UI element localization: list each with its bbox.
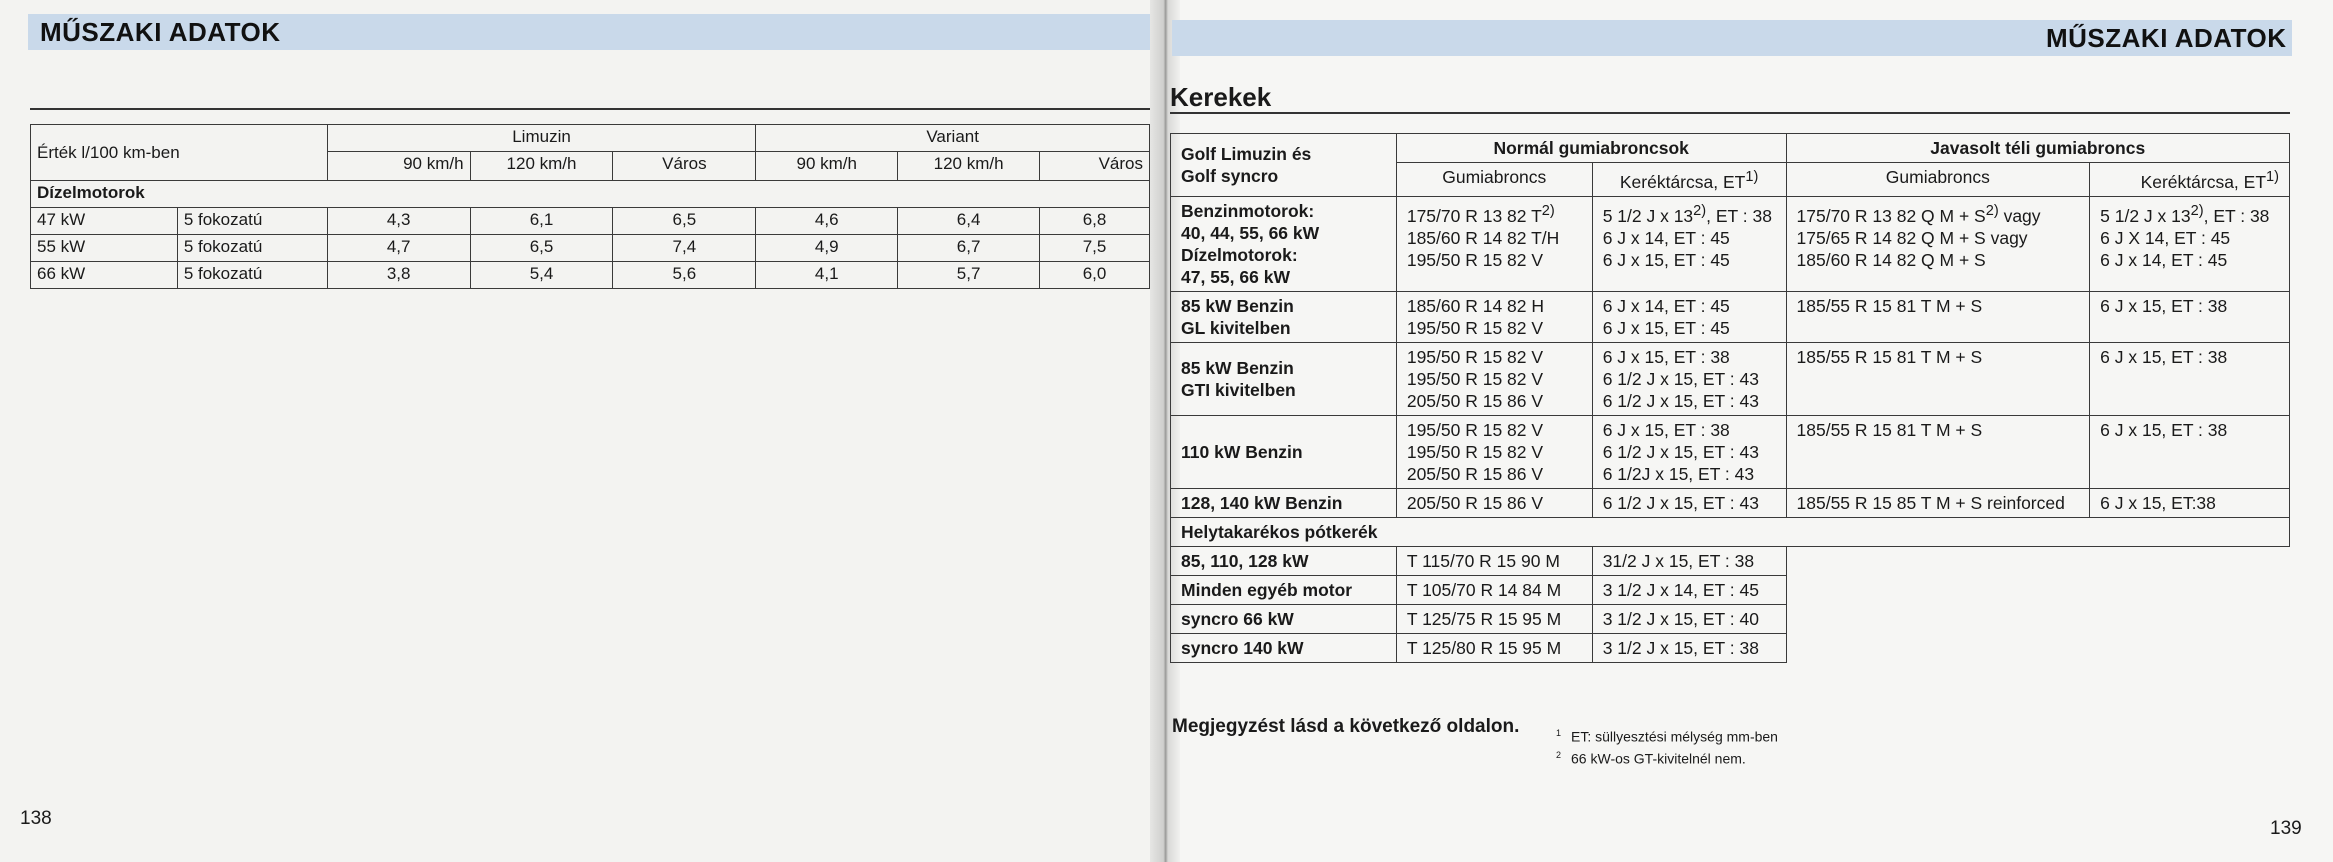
col-header: Város [1040, 152, 1150, 181]
footnote-mark: 2) [1541, 202, 1555, 219]
sub-header-tyre: Gumiabroncs [1786, 163, 2090, 197]
cell: 6,5 [470, 235, 613, 262]
empty-cell [1786, 575, 2289, 604]
winter-tyre-cell [1786, 196, 2090, 291]
cell: 5 fokozatú [177, 235, 327, 262]
table-row [31, 235, 1150, 262]
tyre-line: 195/50 R 15 82 V [1406, 368, 1544, 389]
label-line: GL kivitelben [1181, 317, 1291, 338]
col1-header-line: Golf syncro [1181, 165, 1279, 186]
footnote-mark: 2) [1693, 202, 1707, 219]
row-label [1171, 196, 1397, 291]
table-row [1171, 575, 2290, 604]
winter-tyre-cell: 185/55 R 15 81 T M + S [1786, 342, 2090, 415]
winter-tyre-cell: 185/55 R 15 81 T M + S [1786, 415, 2090, 488]
tyre-line: 185/60 R 14 82 Q M + S [1796, 249, 1986, 270]
col-header: 120 km/h [470, 152, 613, 181]
cell: 66 kW [31, 262, 178, 289]
tyre-line: 195/50 R 15 82 V [1406, 419, 1544, 440]
winter-tyre-cell: 185/55 R 15 81 T M + S [1786, 291, 2090, 342]
rim-cell: 6 1/2 J x 15, ET : 43 [1592, 488, 1786, 517]
row-label [1171, 342, 1397, 415]
tyre-line: 205/50 R 15 86 V [1406, 463, 1544, 484]
left-page [0, 0, 1160, 862]
footnote-text: 66 kW-os GT-kivitelnél nem. [1571, 750, 1746, 767]
normal-tyres-header: Normál gumiabroncsok [1396, 134, 1786, 163]
rim-line: 6 J X 14, ET : 45 [2100, 227, 2231, 248]
header-rule [30, 108, 1150, 110]
tyre-cell: T 115/70 R 15 90 M [1396, 546, 1592, 575]
table-row [31, 208, 1150, 235]
winter-tyres-header: Javasolt téli gumiabroncs [1786, 134, 2289, 163]
rim-label: Keréktárcsa, ET [2140, 171, 2267, 192]
tyre-cell [1396, 196, 1592, 291]
rim-cell [1592, 342, 1786, 415]
tyre-line: 195/50 R 15 82 V [1406, 346, 1544, 367]
label-line: Dízelmotorok: [1181, 244, 1298, 265]
footnote-number: 2 [1556, 750, 1562, 760]
row-label [1171, 291, 1397, 342]
header-rule [1170, 112, 2290, 114]
rim-line: 6 1/2 J x 15, ET : 43 [1602, 390, 1759, 411]
table-row [1171, 546, 2290, 575]
tyre-line: 185/60 R 14 82 H [1406, 295, 1545, 316]
tyre-line: 205/50 R 15 86 V [1406, 390, 1544, 411]
table-row [1171, 291, 2290, 342]
tyre-text: 175/70 R 13 82 T [1406, 205, 1542, 226]
rim-line: 6 1/2J x 15, ET : 43 [1602, 463, 1755, 484]
tyre-text: 175/70 R 13 82 Q M + S [1796, 205, 1986, 226]
row-label: syncro 140 kW [1171, 633, 1397, 662]
rim-line: 6 1/2 J x 15, ET : 43 [1602, 441, 1759, 462]
row-label: syncro 66 kW [1171, 604, 1397, 633]
tyre-cell: T 105/70 R 14 84 M [1396, 575, 1592, 604]
cell: 55 kW [31, 235, 178, 262]
rim-line [1603, 200, 1776, 227]
rim-cell [1592, 415, 1786, 488]
tyre-text: vagy [1998, 205, 2041, 226]
tyre-line: 195/50 R 15 82 V [1406, 317, 1544, 338]
rim-text: 5 1/2 J x 13 [2100, 205, 2191, 226]
tyre-line: 175/65 R 14 82 Q M + S vagy [1796, 227, 2028, 248]
tyre-cell: 205/50 R 15 86 V [1396, 488, 1592, 517]
page-header: MŰSZAKI ADATOK [40, 17, 281, 47]
winter-rim-cell: 6 J x 15, ET : 38 [2090, 291, 2290, 342]
footnote-mark: 2) [1985, 202, 1999, 219]
row-label: Minden egyéb motor [1171, 575, 1397, 604]
rim-cell: 3 1/2 J x 15, ET : 38 [1592, 633, 1786, 662]
cell: 4,6 [756, 208, 898, 235]
winter-tyre-cell: 185/55 R 15 85 T M + S reinforced [1786, 488, 2090, 517]
footnote [1556, 750, 1746, 767]
cell: 47 kW [31, 208, 178, 235]
cell: 6,1 [470, 208, 613, 235]
label-line: 85 kW Benzin [1181, 295, 1294, 316]
row-label: 128, 140 kW Benzin [1171, 488, 1397, 517]
cell: 6,4 [898, 208, 1040, 235]
rim-line: 6 J x 15, ET : 45 [1602, 317, 1730, 338]
winter-rim-cell: 6 J x 15, ET:38 [2090, 488, 2290, 517]
rim-text: , ET : 38 [1706, 205, 1772, 226]
cell: 4,3 [327, 208, 470, 235]
rim-text: 5 1/2 J x 13 [1602, 205, 1694, 226]
group-variant: Variant [756, 125, 1150, 152]
cell: 4,7 [327, 235, 470, 262]
section-diesel: Dízelmotorok [31, 181, 1150, 208]
group-limuzin: Limuzin [327, 125, 756, 152]
section-title: Kerekek [1170, 82, 1272, 112]
col-header: Város [613, 152, 756, 181]
cell: 4,9 [756, 235, 898, 262]
rim-line: 6 J x 15, ET : 38 [1602, 346, 1730, 367]
tyre-cell [1396, 291, 1592, 342]
row-label: 85, 110, 128 kW [1171, 546, 1397, 575]
cell: 4,1 [756, 262, 898, 289]
label-line: GTI kivitelben [1181, 379, 1296, 400]
rim-cell: 31/2 J x 15, ET : 38 [1592, 546, 1786, 575]
note-text: Megjegyzést lásd a következő oldalon. [1172, 716, 1520, 737]
footnote-mark: 2) [2190, 202, 2204, 219]
label-line: 40, 44, 55, 66 kW [1181, 222, 1320, 243]
winter-rim-cell: 6 J x 15, ET : 38 [2090, 342, 2290, 415]
empty-cell [1786, 604, 2289, 633]
rim-cell [1592, 196, 1786, 291]
footnote-text: ET: süllyesztési mélység mm-ben [1571, 728, 1778, 745]
cell: 7,4 [613, 235, 756, 262]
rim-label: Keréktárcsa, ET [1619, 171, 1746, 192]
cell: 5 fokozatú [177, 262, 327, 289]
cell: 6,0 [1040, 262, 1150, 289]
sub-header-rim [1592, 163, 1786, 197]
table-header-label: Érték l/100 km-ben [31, 125, 328, 181]
tyre-line: 195/50 R 15 82 V [1406, 441, 1544, 462]
tyre-line [1797, 200, 2080, 227]
cell: 6,8 [1040, 208, 1150, 235]
winter-rim-cell [2090, 196, 2290, 291]
sub-header-rim [2090, 163, 2290, 197]
tyre-cell: T 125/75 R 15 95 M [1396, 604, 1592, 633]
table-row [1171, 342, 2290, 415]
label-line: 47, 55, 66 kW [1181, 266, 1290, 287]
spare-wheel-header: Helytakarékos pótkerék [1171, 517, 2290, 546]
rim-line: 6 J x 14, ET : 45 [1602, 295, 1730, 316]
winter-rim-cell: 6 J x 15, ET : 38 [2090, 415, 2290, 488]
table-row [1171, 633, 2290, 662]
col1-header [1171, 134, 1397, 197]
tyre-cell [1396, 342, 1592, 415]
empty-cell [1786, 546, 2289, 575]
tyre-line: 195/50 R 15 82 V [1406, 249, 1544, 270]
rim-line [2100, 200, 2279, 227]
rim-text: , ET : 38 [2203, 205, 2270, 226]
col-header: 90 km/h [327, 152, 470, 181]
rim-cell: 3 1/2 J x 14, ET : 45 [1592, 575, 1786, 604]
table-row [1171, 604, 2290, 633]
table-row [1171, 196, 2290, 291]
rim-cell [1592, 291, 1786, 342]
tyre-cell: T 125/80 R 15 95 M [1396, 633, 1592, 662]
label-line: Benzinmotorok: [1181, 200, 1315, 221]
rim-line: 6 J x 14, ET : 45 [2100, 249, 2228, 270]
table-row [31, 262, 1150, 289]
cell: 7,5 [1040, 235, 1150, 262]
rim-line: 6 J x 15, ET : 38 [1602, 419, 1730, 440]
footnote [1556, 728, 1778, 745]
page-number: 139 [2270, 818, 2302, 839]
col-header: 90 km/h [756, 152, 898, 181]
table-row [1171, 488, 2290, 517]
cell: 3,8 [327, 262, 470, 289]
rim-line: 6 J x 15, ET : 45 [1602, 249, 1730, 270]
rim-line: 6 J x 14, ET : 45 [1602, 227, 1730, 248]
cell: 6,7 [898, 235, 1040, 262]
consumption-table [30, 124, 1150, 289]
page-header: MŰSZAKI ADATOK [2046, 23, 2287, 53]
cell: 5 fokozatú [177, 208, 327, 235]
tyre-line [1407, 200, 1582, 227]
rim-line: 6 1/2 J x 15, ET : 43 [1602, 368, 1759, 389]
tyre-cell [1396, 415, 1592, 488]
row-label: 110 kW Benzin [1171, 415, 1397, 488]
wheels-table [1170, 133, 2290, 663]
rim-cell: 3 1/2 J x 15, ET : 40 [1592, 604, 1786, 633]
cell: 6,5 [613, 208, 756, 235]
label-line: 85 kW Benzin [1181, 357, 1294, 378]
sub-header-tyre: Gumiabroncs [1396, 163, 1592, 197]
tyre-line: 185/60 R 14 82 T/H [1406, 227, 1560, 248]
footnote-mark: 1) [2266, 169, 2279, 185]
table-row [1171, 415, 2290, 488]
empty-cell [1786, 633, 2289, 662]
cell: 5,7 [898, 262, 1040, 289]
cell: 5,6 [613, 262, 756, 289]
footnote-number: 1 [1556, 728, 1562, 738]
footnote-mark: 1) [1745, 169, 1759, 185]
cell: 5,4 [470, 262, 613, 289]
col1-header-line: Golf Limuzin és [1181, 143, 1312, 164]
page-number: 138 [20, 808, 52, 829]
col-header: 120 km/h [898, 152, 1040, 181]
